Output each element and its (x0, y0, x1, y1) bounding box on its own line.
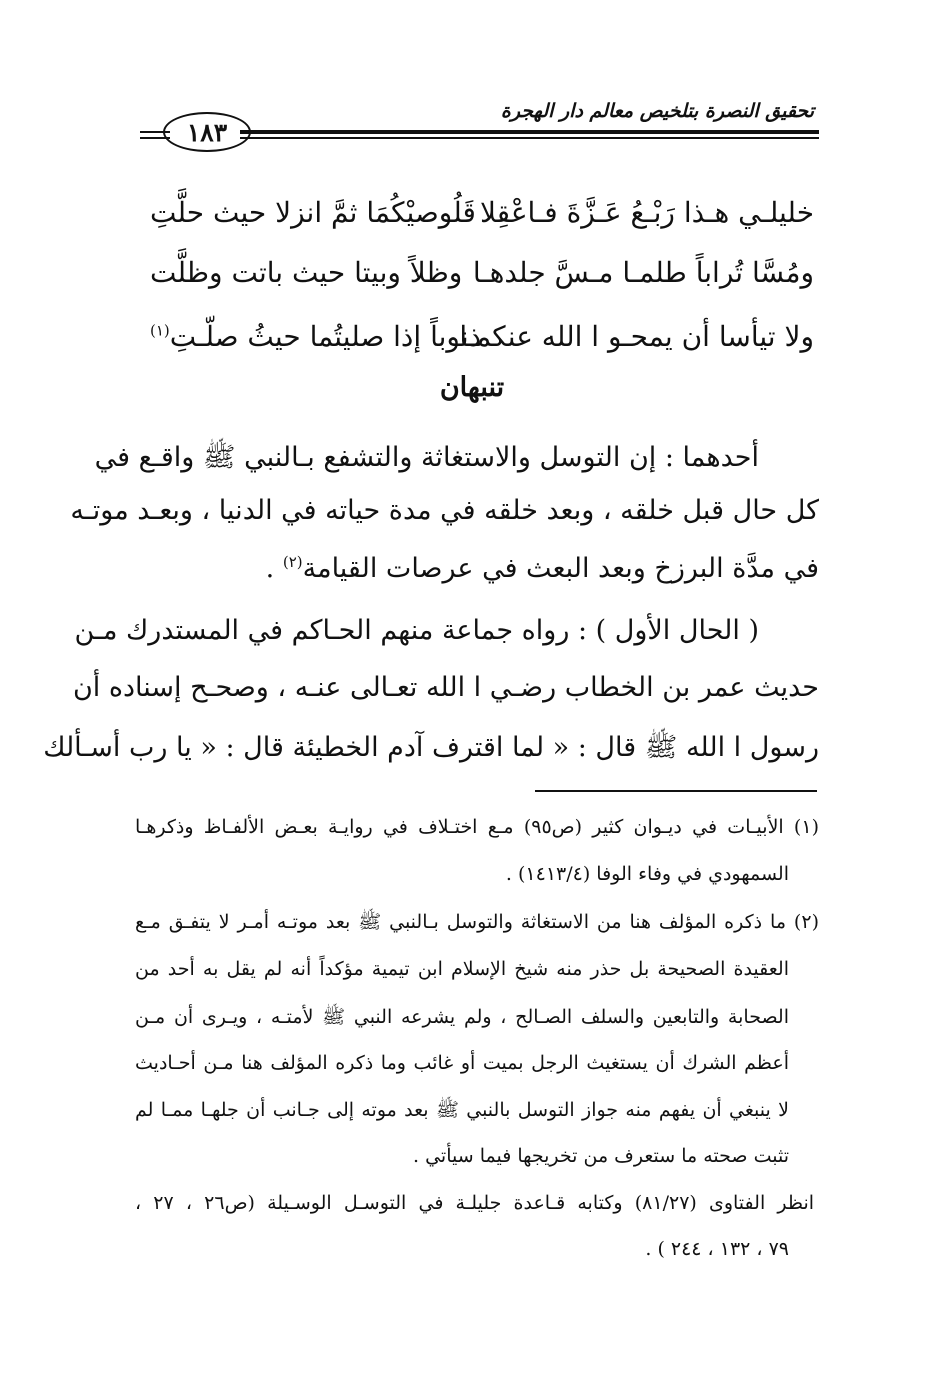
footnote-1-line-2: السمهودي في وفاء الوفا (١٤١٣/٤) . (505, 863, 789, 885)
verse-second-hemistich: وظلاً وبيتا حيث باتت وظلَّت (150, 256, 463, 289)
body-line-4: ( الحال الأول ) : رواه جماعة منهم الحـاكم في المستدرك مـن (74, 615, 759, 646)
footnote-3-line-1: انظر الفتاوى (٨١/٢٧) وكتابه قـاعدة جليلـة في التوسـل الوسـيلة (ص٢٦ ، ٢٧ ، (135, 1192, 815, 1214)
verse-second-hemistich (150, 320, 481, 353)
verse-text: ذنوباً إذا صليتُما حيثُ صلّـتِ (169, 320, 482, 353)
verse-line-1 (150, 196, 814, 246)
body-line-2: كل حال قبل خلقه ، وبعد خلقه في مدة حياته في الدنيا ، وبعـد موتـه (70, 495, 819, 526)
footnote-marker-2: (٢) (282, 553, 303, 571)
verse-first-hemistich: خليلـي هـذا رَبْـعُ عَـزَّةَ فـاعْقِلا (479, 196, 814, 229)
footnote-2-line-5: لا ينبغي أن يفهم منه جواز التوسل بالنبي ﷺ بعد موته إلى جـانب أن جلهـا ممـا لم (135, 1099, 789, 1121)
footnote-3-line-2: ٧٩ ، ١٣٢ ، ٢٤٤ ) . (645, 1238, 789, 1260)
section-title: تنبهان (439, 372, 505, 403)
verse-line-2 (150, 256, 814, 306)
footnote-2-line-2: العقيدة الصحيحة بل حذر منه شيخ الإسلام ابن تيمية مؤكداً أنه لم يقل به أحد من (135, 958, 789, 980)
body-text-end: . (265, 553, 283, 584)
footnote-2-line-1: (٢) ما ذكره المؤلف هنا من الاستغاثة والتوسل بـالنبي ﷺ بعد موتـه أمـر لا يتفـق مـع (135, 911, 819, 933)
footnote-2-line-6: تثبت صحته ما ستعرف من تخريجها فيما سيأتي . (413, 1145, 789, 1167)
running-header-title: تحقيق النصرة بتلخيص معالم دار الهجرة (500, 100, 814, 122)
body-line-5: حديث عمر بن الخطاب رضـي ا الله تعـالى عنـه ، وصحـح إسناده أن (72, 672, 819, 703)
body-line-6: رسول ا الله ﷺ قال : « لما اقترف آدم الخطيئة قال : « يا رب أسـألك (43, 732, 819, 763)
verse-second-hemistich: قَلُوصيْكُمَا ثمَّ انزلا حيث حلَّتِ (150, 196, 476, 229)
header-rule-thin (240, 137, 819, 139)
footnote-1-line-1: (١) الأبيـات في ديـوان كثير (ص٩٥) مـع اختـلاف في روايـة بعـض الألفـاظ وذكرهـا (135, 816, 819, 838)
header-rule (240, 130, 819, 134)
body-text: في مدَّة البرزخ وبعد البعث في عرصات القيامة (302, 553, 819, 584)
footnote-2-line-4: أعظم الشرك أن يستغيث الرجل بميت أو غائب وما ذكره المؤلف هنا مـن أحـاديث (135, 1052, 789, 1074)
page-number: ١٨٣ (163, 112, 251, 152)
body-line-1: أحدهما : إن التوسل والاستغاثة والتشفع بـالنبي ﷺ واقـع في (94, 442, 759, 473)
verse-first-hemistich: ولا تيأسا أن يمحـو ا الله عنكمـا (459, 320, 814, 353)
footnote-marker-1: (١) (150, 321, 170, 340)
footnote-2-line-3: الصحابة والتابعين والسلف الصـالح ، ولم يشرعه النبي ﷺ لأمتـه ، ويـرى أن مـن (135, 1006, 789, 1028)
footnote-separator (535, 790, 817, 792)
body-line-3 (130, 553, 819, 603)
verse-line-3 (150, 320, 814, 370)
verse-first-hemistich: ومُسَّا تُراباً طلمـا مـسَّ جلدهـا (472, 256, 814, 289)
